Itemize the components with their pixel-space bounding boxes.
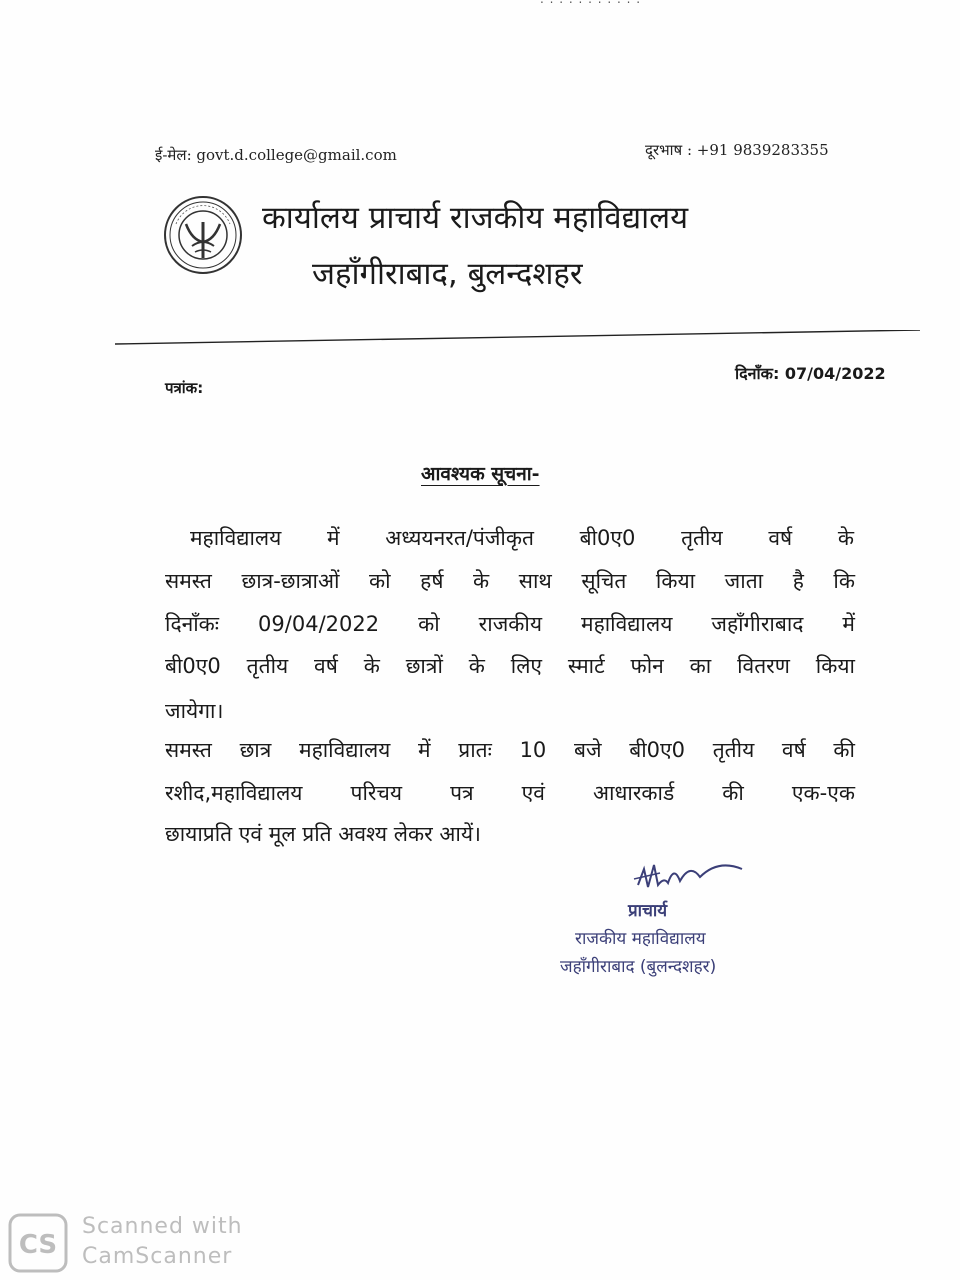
handwritten-signature [630, 855, 750, 900]
stamp-designation: प्राचार्य [628, 901, 668, 921]
top-cut-off-text [540, 0, 641, 6]
notice-line: दिनाँकः 09/04/2022 को राजकीय महाविद्यालय जहाँगीराबाद में [165, 612, 855, 636]
stamp-location: जहाँगीराबाद (बुलन्दशहर) [560, 957, 717, 977]
up-government-seal-icon [162, 194, 244, 276]
notice-line: बी0ए0 तृतीय वर्ष के छात्रों के लिए स्मार्ट फोन का वितरण किया [165, 654, 855, 678]
watermark-line1: Scanned with [82, 1214, 243, 1239]
issue-date: दिनाँक: 07/04/2022 [735, 364, 886, 383]
notice-line: रशीद,महाविद्यालय परिचय पत्र एवं आधारकार्ड की एक-एक [165, 781, 855, 805]
office-location: जहाँगीराबाद, बुलन्दशहर [312, 256, 583, 292]
notice-line: समस्त छात्र महाविद्यालय में प्रातः 10 बजे बी0ए0 तृतीय वर्ष की [165, 738, 855, 762]
office-title: कार्यालय प्राचार्य राजकीय महाविद्यालय [262, 200, 689, 236]
notice-line: महाविद्यालय में अध्ययनरत/पंजीकृत बी0ए0 तृतीय वर्ष के [190, 526, 854, 550]
notice-line: जायेगा। [165, 699, 224, 723]
reference-number-label: पत्रांक: [165, 379, 204, 397]
notice-title: आवश्यक सूचना- [421, 463, 540, 485]
contact-phone: दूरभाष : +91 9839283355 [645, 141, 829, 159]
notice-line: छायाप्रति एवं मूल प्रति अवश्य लेकर आयें। [165, 822, 482, 846]
contact-email: ई-मेल: govt.d.college@gmail.com [155, 146, 397, 164]
camscanner-logo-icon [8, 1213, 68, 1273]
svg-text:CS: CS [18, 1230, 58, 1260]
watermark-line2: CamScanner [82, 1244, 233, 1269]
notice-line: समस्त छात्र-छात्राओं को हर्ष के साथ सूचित किया जाता है कि [165, 569, 855, 593]
stamp-institution: राजकीय महाविद्यालय [575, 929, 706, 949]
header-divider [115, 330, 920, 346]
